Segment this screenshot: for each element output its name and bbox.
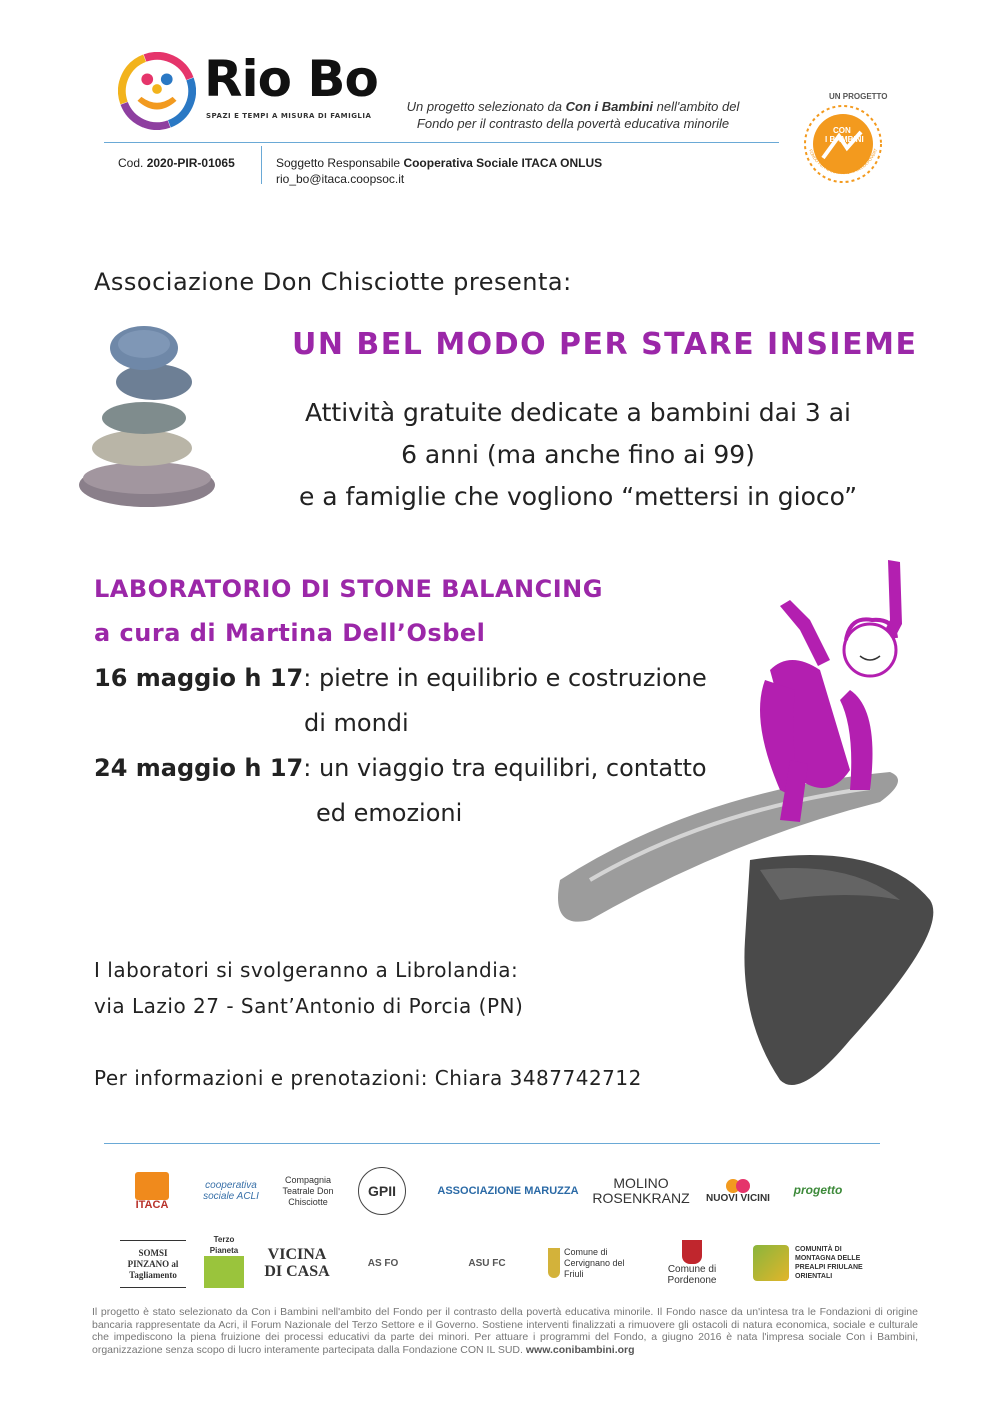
footer-divider bbox=[104, 1143, 880, 1144]
partner-itaca-logo bbox=[120, 1162, 184, 1220]
terzo-pianeta-label: Terzo Pianeta bbox=[209, 1235, 239, 1255]
responsible-block bbox=[276, 155, 602, 187]
presenter-line: Associazione Don Chisciotte presenta: bbox=[94, 268, 572, 296]
lab-curator: a cura di Martina Dell’Osbel bbox=[94, 619, 486, 647]
partner-asfo-logo: AS FO bbox=[367, 1257, 399, 1269]
nuovi-vicini-label: NUOVI VICINI bbox=[706, 1192, 770, 1204]
terzo-pianeta-icon bbox=[200, 1234, 248, 1288]
pordenone-crest-icon bbox=[682, 1240, 702, 1264]
project-line-prefix: Un progetto selezionato da bbox=[406, 99, 563, 114]
logo-tagline: SPAZI E TEMPI A MISURA DI FAMIGLIA bbox=[206, 112, 372, 120]
footer-url[interactable]: www.conibambini.org bbox=[525, 1343, 635, 1356]
badge-ring-text: FONDO PER IL CONTRASTO DELLA POVERT bbox=[808, 147, 879, 176]
badge-top-text: UN PROGETTO bbox=[829, 92, 888, 101]
partner-cervignano-logo bbox=[548, 1238, 634, 1288]
badge-name-2: I BAMBINI bbox=[825, 135, 864, 144]
riobo-logo-icon bbox=[118, 52, 196, 130]
logo-name: Rio Bo bbox=[204, 50, 378, 108]
itaca-logo-icon bbox=[135, 1172, 169, 1211]
comunita-label: COMUNITÀ DI MONTAGNA DELLE PREALPI FRIULANE ORIENTALI bbox=[795, 1246, 863, 1280]
location-line-2: via Lazio 27 - Sant’Antonio di Porcia (PN) bbox=[94, 994, 524, 1018]
svg-text:FONDO PER IL CONTRASTO DELLA P bbox=[795, 92, 878, 175]
header-divider bbox=[104, 142, 779, 143]
date-1-continued: di mondi bbox=[304, 709, 409, 737]
partner-progetto-logo: progetto bbox=[793, 1182, 843, 1197]
nuovi-vicini-mark bbox=[726, 1179, 750, 1193]
event-title: UN BEL MODO PER STARE INSIEME bbox=[292, 327, 918, 362]
cervignano-group bbox=[548, 1247, 634, 1280]
partner-somsi-logo: SOMSI PINZANO al Tagliamento bbox=[120, 1240, 186, 1288]
date-2-continued: ed emozioni bbox=[316, 799, 463, 827]
date-1-text: : pietre in equilibrio e costruzione bbox=[303, 664, 707, 692]
location-line-1: I laboratori si svolgeranno a Librolandia: bbox=[94, 958, 519, 982]
description-line-3: e a famiglie che vogliono “mettersi in gioco” bbox=[298, 482, 858, 511]
itaca-label: ITACA bbox=[135, 1198, 169, 1211]
code-prefix: Cod. bbox=[118, 156, 144, 170]
project-line-bold: Con i Bambini bbox=[565, 99, 654, 114]
partner-don-chisciotte-logo: Compagnia Teatrale Don Chisciotte bbox=[282, 1174, 334, 1207]
footer-text: Il progetto è stato selezionato da Con i Bambini nell'ambito del Fondo per il contrasto della povertà educativa minorile. Il Fondo nasce da un'intesa tra le Fondazioni di origine bancaria rappresentate da Acri, il Forum Nazionale del Terzo Settore e il Governo. Sostiene interventi finalizzati a rimuovere gli ostacoli di natura economica, sociale e culturale che impediscono la piena fruizione dei processi educativi da parte dei minori. Per attuare i programmi del Fondo, a giugno 2016 è nata l'impresa sociale Con i Bambini, organizzazione senza scopo di lucro interamente partecipata dalla Fondazione CON IL SUD. bbox=[92, 1306, 918, 1356]
cervignano-label: Comune di Cervignano del Friuli bbox=[563, 1246, 625, 1279]
comunita-group bbox=[753, 1245, 867, 1281]
badge-ring bbox=[795, 92, 891, 188]
balancing-figure-illustration bbox=[550, 540, 970, 1100]
partner-acli-logo: cooperativa sociale ACLI bbox=[203, 1180, 259, 1202]
partner-gpii-logo bbox=[354, 1162, 410, 1220]
event-description bbox=[258, 392, 898, 518]
description-line-2: 6 anni (ma anche fino ai 99) bbox=[401, 440, 755, 469]
nuovi-vicini-icon bbox=[706, 1179, 770, 1204]
cervignano-crest-icon bbox=[548, 1248, 560, 1278]
partner-asufc-logo: ASU FC bbox=[468, 1257, 506, 1269]
partner-molino-logo: MOLINO ROSENKRANZ bbox=[592, 1175, 690, 1206]
con-i-bambini-badge bbox=[795, 92, 891, 188]
description-line-1: Attività gratuite dedicate a bambini dai 3 ai bbox=[304, 398, 852, 427]
date-2-text: : un viaggio tra equilibri, contatto bbox=[303, 754, 707, 782]
contact-line: Per informazioni e prenotazioni: Chiara 3487742712 bbox=[94, 1066, 642, 1090]
partner-comunita-montagna-logo bbox=[750, 1238, 870, 1288]
comunita-mark-icon bbox=[753, 1245, 789, 1281]
responsible-email: rio_bo@itaca.coopsoc.it bbox=[276, 172, 405, 186]
date-2-label: 24 maggio h 17 bbox=[94, 754, 304, 782]
partner-vicina-di-casa-logo: VICINA DI CASA bbox=[264, 1246, 330, 1280]
gpii-label: GPII bbox=[358, 1167, 406, 1215]
badge-name-1: CON bbox=[833, 126, 851, 135]
responsible-prefix: Soggetto Responsabile bbox=[276, 156, 401, 170]
itaca-mark bbox=[135, 1172, 169, 1200]
footer-disclaimer bbox=[92, 1306, 918, 1356]
date-1-label: 16 maggio h 17 bbox=[94, 664, 304, 692]
project-line-2: Fondo per il contrasto della povertà educativa minorile bbox=[416, 116, 730, 131]
code-value: 2020-PIR-01065 bbox=[146, 156, 235, 170]
header-vertical-divider bbox=[261, 146, 262, 184]
responsible-name: Cooperativa Sociale ITACA ONLUS bbox=[403, 156, 603, 170]
pordenone-group bbox=[646, 1240, 738, 1286]
project-code bbox=[118, 156, 235, 170]
lab-title: LABORATORIO DI STONE BALANCING bbox=[94, 575, 603, 603]
project-statement bbox=[388, 98, 758, 132]
partner-terzo-pianeta-logo bbox=[200, 1236, 248, 1286]
partner-nuovi-vicini-logo bbox=[704, 1166, 772, 1216]
partner-maruzza-logo: ASSOCIAZIONE MARUZZA bbox=[437, 1184, 579, 1197]
partner-pordenone-logo bbox=[646, 1238, 738, 1288]
terzo-pianeta-mark bbox=[204, 1256, 244, 1288]
project-line-suffix: nell'ambito del bbox=[656, 99, 740, 114]
pordenone-label: Comune di Pordenone bbox=[667, 1264, 717, 1286]
stone-stack-image bbox=[72, 320, 222, 510]
